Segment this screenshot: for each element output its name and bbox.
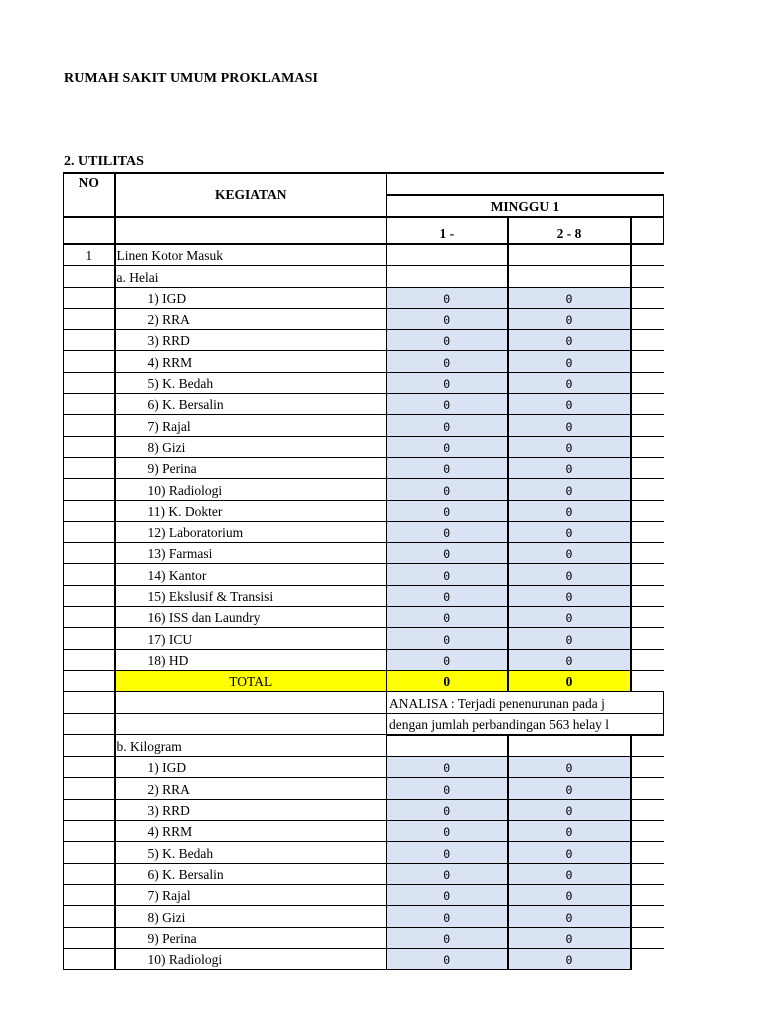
subheader-col-1: 1 - (387, 217, 508, 244)
value-cell: 0 (387, 948, 508, 969)
row-number-blank (64, 884, 115, 905)
value-cell: 0 (387, 372, 508, 393)
value-cell: 0 (387, 842, 508, 863)
unit-label: 10) Radiologi (115, 479, 387, 500)
table-row (64, 287, 664, 308)
header-no: NO (64, 173, 115, 217)
table-row (64, 372, 664, 393)
row-number-blank (64, 927, 115, 948)
cell-rest (631, 778, 664, 799)
cell-rest (631, 479, 664, 500)
value-cell: 0 (508, 778, 631, 799)
value-cell: 0 (387, 799, 508, 820)
cell-rest (631, 564, 664, 585)
value-cell: 0 (508, 521, 631, 542)
row-number-blank (64, 479, 115, 500)
value-cell: 0 (387, 863, 508, 884)
table-row (64, 479, 664, 500)
value-cell: 0 (387, 821, 508, 842)
unit-label: 3) RRD (115, 330, 387, 351)
table-row (64, 649, 664, 670)
row-number-blank (64, 799, 115, 820)
row-number-blank (64, 436, 115, 457)
value-cell: 0 (508, 649, 631, 670)
unit-label: 17) ICU (115, 628, 387, 649)
cell-rest (631, 884, 664, 905)
row-number-blank (64, 266, 115, 287)
total-label: TOTAL (115, 670, 387, 691)
table-row (64, 500, 664, 521)
total-row (64, 670, 664, 691)
unit-label: 18) HD (115, 649, 387, 670)
cell-rest (631, 500, 664, 521)
cell-rest (631, 757, 664, 778)
value-cell: 0 (387, 628, 508, 649)
row-number-blank (64, 457, 115, 478)
value-cell: 0 (508, 842, 631, 863)
utilitas-table-viewport (63, 172, 630, 968)
table-row (64, 821, 664, 842)
value-cell: 0 (508, 308, 631, 329)
value-cell: 0 (387, 436, 508, 457)
group-label-kilogram: b. Kilogram (115, 735, 387, 757)
unit-label: 4) RRM (115, 821, 387, 842)
cell-rest (631, 927, 664, 948)
cell-rest (631, 628, 664, 649)
row-number: 1 (64, 244, 115, 266)
cell-blank (115, 713, 387, 735)
value-cell: 0 (387, 415, 508, 436)
table-row (64, 628, 664, 649)
row-number-blank (64, 906, 115, 927)
row-number-blank (64, 351, 115, 372)
table-row (64, 308, 664, 329)
value-cell: 0 (508, 543, 631, 564)
value-cell: 0 (387, 927, 508, 948)
utilitas-table (63, 172, 664, 970)
table-row (64, 607, 664, 628)
analysis-row (64, 713, 664, 735)
unit-label: 8) Gizi (115, 906, 387, 927)
value-cell: 0 (508, 372, 631, 393)
cell-blank (387, 266, 508, 287)
table-row (64, 735, 664, 757)
cell-blank (387, 735, 508, 757)
table-row (64, 266, 664, 287)
cell-rest (631, 521, 664, 542)
subheader-col-2: 2 - 8 (508, 217, 631, 244)
unit-label: 5) K. Bedah (115, 842, 387, 863)
unit-label: 1) IGD (115, 757, 387, 778)
cell-rest (631, 607, 664, 628)
hospital-name: RUMAH SAKIT UMUM PROKLAMASI (64, 71, 319, 86)
value-cell: 0 (508, 585, 631, 606)
value-cell: 0 (387, 649, 508, 670)
value-cell: 0 (387, 330, 508, 351)
table-row (64, 948, 664, 969)
unit-label: 2) RRA (115, 778, 387, 799)
cell-blank (115, 692, 387, 713)
value-cell: 0 (508, 564, 631, 585)
value-cell: 0 (387, 564, 508, 585)
row-number-blank (64, 521, 115, 542)
cell-blank (387, 244, 508, 266)
table-row (64, 778, 664, 799)
cell-rest (631, 287, 664, 308)
table-row (64, 521, 664, 542)
unit-label: 6) K. Bersalin (115, 394, 387, 415)
row-number-blank (64, 821, 115, 842)
table-row (64, 927, 664, 948)
subheader-rest (631, 217, 664, 244)
analysis-text: ANALISA : Terjadi penenurunan pada j (387, 692, 664, 713)
value-cell: 0 (508, 927, 631, 948)
table-row (64, 394, 664, 415)
value-cell: 0 (387, 543, 508, 564)
cell-rest (631, 735, 664, 757)
value-cell: 0 (508, 863, 631, 884)
value-cell: 0 (387, 757, 508, 778)
analysis-row (64, 692, 664, 713)
value-cell: 0 (387, 457, 508, 478)
value-cell: 0 (387, 308, 508, 329)
group-label-helai: a. Helai (115, 266, 387, 287)
row-number-blank (64, 692, 115, 713)
row-number-blank (64, 330, 115, 351)
row-number-blank (64, 415, 115, 436)
row-number-blank (64, 394, 115, 415)
table-row (64, 244, 664, 266)
value-cell: 0 (387, 394, 508, 415)
value-cell: 0 (387, 884, 508, 905)
header-top-blank (387, 173, 664, 195)
table-row (64, 757, 664, 778)
value-cell: 0 (387, 607, 508, 628)
value-cell: 0 (508, 415, 631, 436)
cell-rest (631, 436, 664, 457)
header-kegiatan: KEGIATAN (115, 173, 387, 217)
cell-rest (631, 457, 664, 478)
total-value: 0 (508, 670, 631, 691)
cell-rest (631, 799, 664, 820)
value-cell: 0 (508, 607, 631, 628)
value-cell: 0 (508, 948, 631, 969)
row-number-blank (64, 564, 115, 585)
analysis-text: dengan jumlah perbandingan 563 helay l (387, 713, 664, 735)
cell-rest (631, 244, 664, 266)
unit-label: 7) Rajal (115, 415, 387, 436)
value-cell: 0 (508, 500, 631, 521)
table-row (64, 799, 664, 820)
row-number-blank (64, 778, 115, 799)
cell-rest (631, 266, 664, 287)
unit-label: 4) RRM (115, 351, 387, 372)
header-week-1: MINGGU 1 (387, 195, 664, 217)
row-number-blank (64, 948, 115, 969)
row-number-blank (64, 287, 115, 308)
unit-label: 6) K. Bersalin (115, 863, 387, 884)
unit-label: 9) Perina (115, 457, 387, 478)
value-cell: 0 (387, 585, 508, 606)
cell-blank (508, 266, 631, 287)
value-cell: 0 (508, 287, 631, 308)
unit-label: 14) Kantor (115, 564, 387, 585)
table-row (64, 842, 664, 863)
table-row (64, 906, 664, 927)
unit-label: 16) ISS dan Laundry (115, 607, 387, 628)
row-number-blank (64, 670, 115, 691)
value-cell: 0 (508, 436, 631, 457)
unit-label: 5) K. Bedah (115, 372, 387, 393)
row-number-blank (64, 628, 115, 649)
row-number-blank (64, 543, 115, 564)
unit-label: 7) Rajal (115, 884, 387, 905)
table-row (64, 585, 664, 606)
value-cell: 0 (387, 906, 508, 927)
row-number-blank (64, 372, 115, 393)
unit-label: 13) Farmasi (115, 543, 387, 564)
table-row (64, 543, 664, 564)
row-number-blank (64, 607, 115, 628)
cell-rest (631, 821, 664, 842)
value-cell: 0 (387, 287, 508, 308)
table-row (64, 457, 664, 478)
value-cell: 0 (508, 330, 631, 351)
table-row (64, 415, 664, 436)
cell-blank (508, 244, 631, 266)
cell-rest (631, 585, 664, 606)
value-cell: 0 (508, 906, 631, 927)
cell-blank (508, 735, 631, 757)
value-cell: 0 (387, 778, 508, 799)
value-cell: 0 (508, 394, 631, 415)
value-cell: 0 (387, 479, 508, 500)
row-number-blank (64, 500, 115, 521)
unit-label: 11) K. Dokter (115, 500, 387, 521)
unit-label: 10) Radiologi (115, 948, 387, 969)
cell-rest (631, 308, 664, 329)
value-cell: 0 (387, 351, 508, 372)
cell-rest (631, 415, 664, 436)
cell-rest (631, 863, 664, 884)
value-cell: 0 (508, 457, 631, 478)
row-number-blank (64, 842, 115, 863)
unit-label: 8) Gizi (115, 436, 387, 457)
value-cell: 0 (508, 884, 631, 905)
cell-rest (631, 670, 664, 691)
cell-rest (631, 842, 664, 863)
unit-label: 2) RRA (115, 308, 387, 329)
row-number-blank (64, 585, 115, 606)
unit-label: 1) IGD (115, 287, 387, 308)
activity-label: Linen Kotor Masuk (115, 244, 387, 266)
row-number-blank (64, 735, 115, 757)
table-row (64, 330, 664, 351)
table-row (64, 863, 664, 884)
value-cell: 0 (508, 757, 631, 778)
value-cell: 0 (508, 628, 631, 649)
cell-rest (631, 948, 664, 969)
table-row (64, 351, 664, 372)
row-number-blank (64, 649, 115, 670)
subheader-no-blank (64, 217, 115, 244)
cell-rest (631, 330, 664, 351)
cell-rest (631, 649, 664, 670)
cell-rest (631, 394, 664, 415)
value-cell: 0 (508, 351, 631, 372)
table-row (64, 884, 664, 905)
cell-rest (631, 372, 664, 393)
value-cell: 0 (387, 500, 508, 521)
value-cell: 0 (508, 799, 631, 820)
cell-rest (631, 351, 664, 372)
section-title: 2. UTILITAS (64, 154, 144, 169)
cell-rest (631, 543, 664, 564)
row-number-blank (64, 713, 115, 735)
table-row (64, 564, 664, 585)
row-number-blank (64, 308, 115, 329)
unit-label: 3) RRD (115, 799, 387, 820)
row-number-blank (64, 757, 115, 778)
value-cell: 0 (387, 521, 508, 542)
value-cell: 0 (508, 479, 631, 500)
unit-label: 12) Laboratorium (115, 521, 387, 542)
cell-rest (631, 906, 664, 927)
row-number-blank (64, 863, 115, 884)
total-value: 0 (387, 670, 508, 691)
unit-label: 9) Perina (115, 927, 387, 948)
subheader-kegiatan-blank (115, 217, 387, 244)
value-cell: 0 (508, 821, 631, 842)
table-row (64, 436, 664, 457)
unit-label: 15) Ekslusif & Transisi (115, 585, 387, 606)
